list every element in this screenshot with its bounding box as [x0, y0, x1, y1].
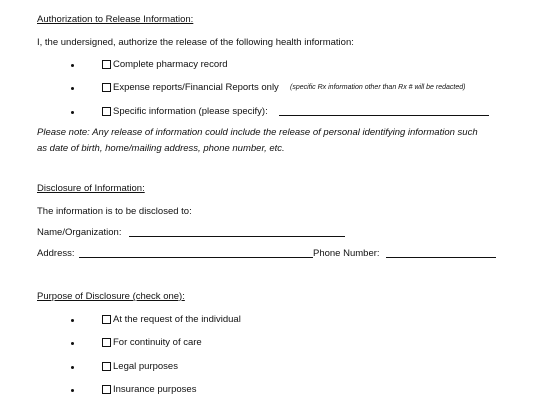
address-input-line[interactable]: [79, 257, 313, 258]
bullet-icon: [71, 366, 74, 369]
continuity-of-care-checkbox[interactable]: [102, 338, 111, 347]
bullet-icon: [71, 342, 74, 345]
phone-number-label: Phone Number:: [313, 248, 380, 259]
release-note-line-2: as date of birth, home/mailing address, phone number, etc.: [37, 143, 285, 154]
specific-info-checkbox[interactable]: [102, 107, 111, 116]
option-note: (specific Rx information other than Rx # will be redacted): [290, 84, 466, 91]
option-label: For continuity of care: [113, 337, 202, 348]
legal-purposes-checkbox[interactable]: [102, 362, 111, 371]
disclosure-intro: The information is to be disclosed to:: [37, 206, 192, 217]
complete-record-checkbox[interactable]: [102, 60, 111, 69]
option-label: At the request of the individual: [113, 314, 241, 325]
option-label: Insurance purposes: [113, 384, 197, 395]
bullet-icon: [71, 111, 74, 114]
expense-reports-checkbox[interactable]: [102, 83, 111, 92]
name-organization-input-line[interactable]: [129, 236, 345, 237]
option-label: Complete pharmacy record: [113, 59, 228, 70]
option-label: Expense reports/Financial Reports only: [113, 82, 279, 93]
release-note: [37, 125, 517, 157]
specific-info-input-line[interactable]: [279, 115, 489, 116]
bullet-icon: [71, 389, 74, 392]
bullet-icon: [71, 319, 74, 322]
phone-number-input-line[interactable]: [386, 257, 496, 258]
name-organization-label: Name/Organization:: [37, 227, 122, 238]
purpose-heading: Purpose of Disclosure (check one):: [37, 291, 185, 302]
release-note-line-1: Please note: Any release of information could include the release of personal identifying information such: [37, 127, 478, 138]
individual-request-checkbox[interactable]: [102, 315, 111, 324]
authorization-heading: Authorization to Release Information:: [37, 14, 194, 25]
insurance-purposes-checkbox[interactable]: [102, 385, 111, 394]
bullet-icon: [71, 87, 74, 90]
bullet-icon: [71, 64, 74, 67]
option-label: Legal purposes: [113, 361, 178, 372]
disclosure-heading: Disclosure of Information:: [37, 183, 145, 194]
address-label: Address:: [37, 248, 75, 259]
authorization-intro: I, the undersigned, authorize the release of the following health information:: [37, 37, 354, 48]
option-label: Specific information (please specify):: [113, 106, 268, 117]
